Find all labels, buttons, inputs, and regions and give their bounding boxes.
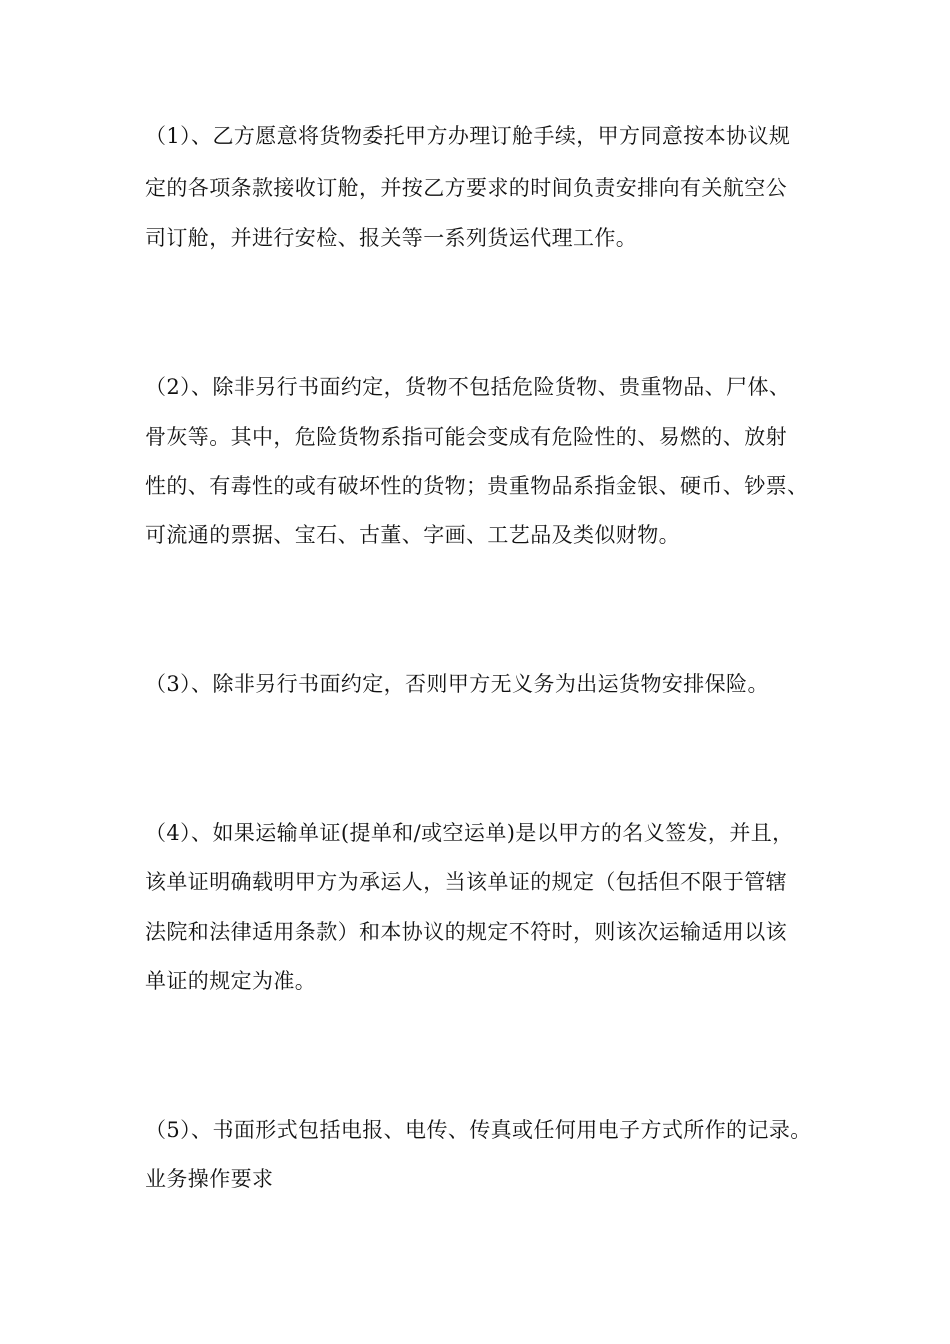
clause-2-line-4: 可流通的票据、宝石、古董、字画、工艺品及类似财物。 [145, 523, 680, 547]
clause-4-line-1: （4）、如果运输单证(提单和/或空运单)是以甲方的名义签发，并且， [145, 821, 794, 845]
clause-1-line-2: 定的各项条款接收订舱，并按乙方要求的时间负责安排向有关航空公 [145, 176, 787, 200]
clause-2-line-1: （2）、除非另行书面约定，货物不包括危险货物、贵重物品、尸体、 [145, 375, 791, 399]
clause-2-line-2: 骨灰等。其中，危险货物系指可能会变成有危险性的、易燃的、放射 [145, 425, 787, 449]
clause-1-line-1: （1）、乙方愿意将货物委托甲方办理订舱手续，甲方同意按本协议规 [145, 124, 791, 148]
clause-3-line-1: （3）、除非另行书面约定，否则甲方无义务为出运货物安排保险。 [145, 672, 769, 696]
clause-1-line-3: 司订舱，并进行安检、报关等一系列货运代理工作。 [145, 226, 638, 250]
clause-4-line-2: 该单证明确载明甲方为承运人，当该单证的规定（包括但不限于管辖 [145, 870, 787, 894]
clause-4-line-4: 单证的规定为准。 [145, 969, 317, 993]
section-heading-operation-requirements: 业务操作要求 [145, 1167, 274, 1191]
clause-2-line-3: 性的、有毒性的或有破坏性的货物；贵重物品系指金银、硬币、钞票、 [145, 474, 809, 498]
clause-5-line-1: （5）、书面形式包括电报、电传、传真或任何用电子方式所作的记录。 [145, 1118, 812, 1142]
clause-4-line-3: 法院和法律适用条款）和本协议的规定不符时，则该次运输适用以该 [145, 920, 787, 944]
